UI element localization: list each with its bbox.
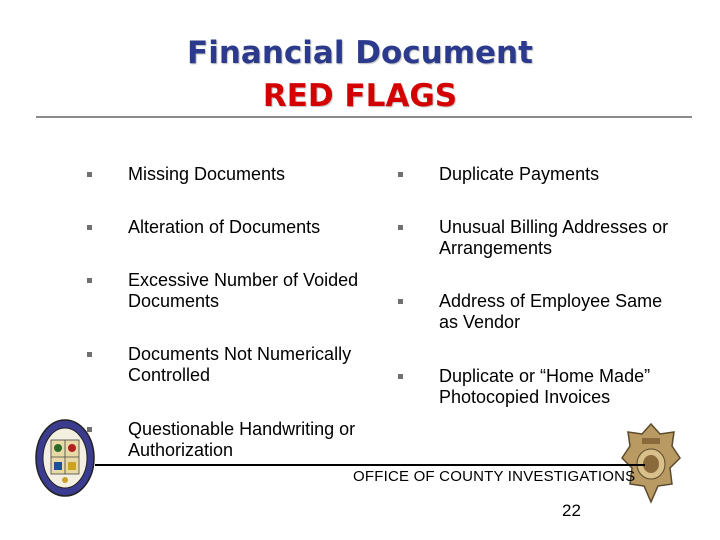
- bullet-text: Alteration of Documents: [128, 217, 321, 237]
- bullet-square-icon: [87, 278, 92, 283]
- bullet-square-icon: [87, 225, 92, 230]
- bullet-text: Missing Documents: [128, 164, 286, 184]
- footer-divider: [95, 464, 645, 466]
- title-underline: [36, 116, 692, 118]
- bullet-square-icon: [398, 299, 403, 304]
- bullet-square-icon: [398, 172, 403, 177]
- bullet-square-icon: [87, 352, 92, 357]
- bullet-text: Excessive Number of Voided Documents: [128, 270, 359, 311]
- bullet-text: Duplicate or “Home Made” Photocopied Invoices: [439, 366, 651, 407]
- slide-subtitle: RED FLAGS: [262, 78, 458, 114]
- bullet-text: Documents Not Numerically Controlled: [128, 344, 352, 385]
- bullet-text: Unusual Billing Addresses or Arrangements: [439, 217, 669, 258]
- bullet-text: Address of Employee Same as Vendor: [439, 291, 663, 332]
- bullet-square-icon: [398, 225, 403, 230]
- bullet-square-icon: [87, 172, 92, 177]
- bullet-text: Duplicate Payments: [439, 164, 600, 184]
- bullet-square-icon: [398, 374, 403, 379]
- slide-title: Financial Document: [187, 35, 533, 71]
- county-seal-icon: [34, 418, 96, 503]
- office-label: OFFICE OF COUNTY INVESTIGATIONS: [353, 468, 636, 485]
- bullet-text: Questionable Handwriting or Authorization: [128, 419, 356, 460]
- page-number: 22: [562, 501, 581, 520]
